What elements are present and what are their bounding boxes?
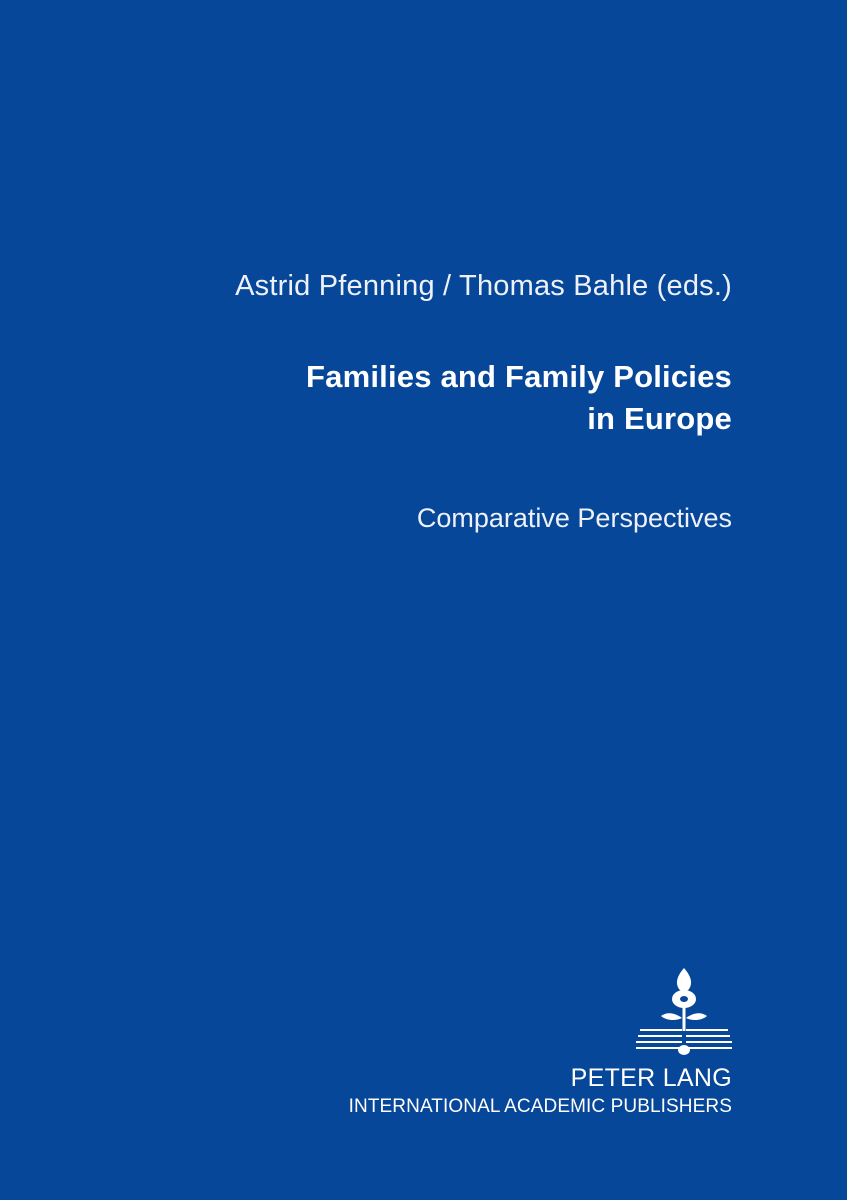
editors-line: Astrid Pfenning / Thomas Bahle (eds.)	[235, 270, 732, 302]
peter-lang-logo-icon	[636, 966, 732, 1058]
publisher-tagline: INTERNATIONAL ACADEMIC PUBLISHERS	[348, 1096, 732, 1117]
publisher-imprint	[349, 1063, 732, 1121]
book-title	[306, 356, 732, 440]
book-subtitle: Comparative Perspectives	[416, 503, 732, 533]
title-line-1: Families and Family Policies	[306, 359, 732, 394]
publisher-name: PETER LANG	[570, 1064, 732, 1092]
title-line-2: in Europe	[587, 401, 732, 436]
